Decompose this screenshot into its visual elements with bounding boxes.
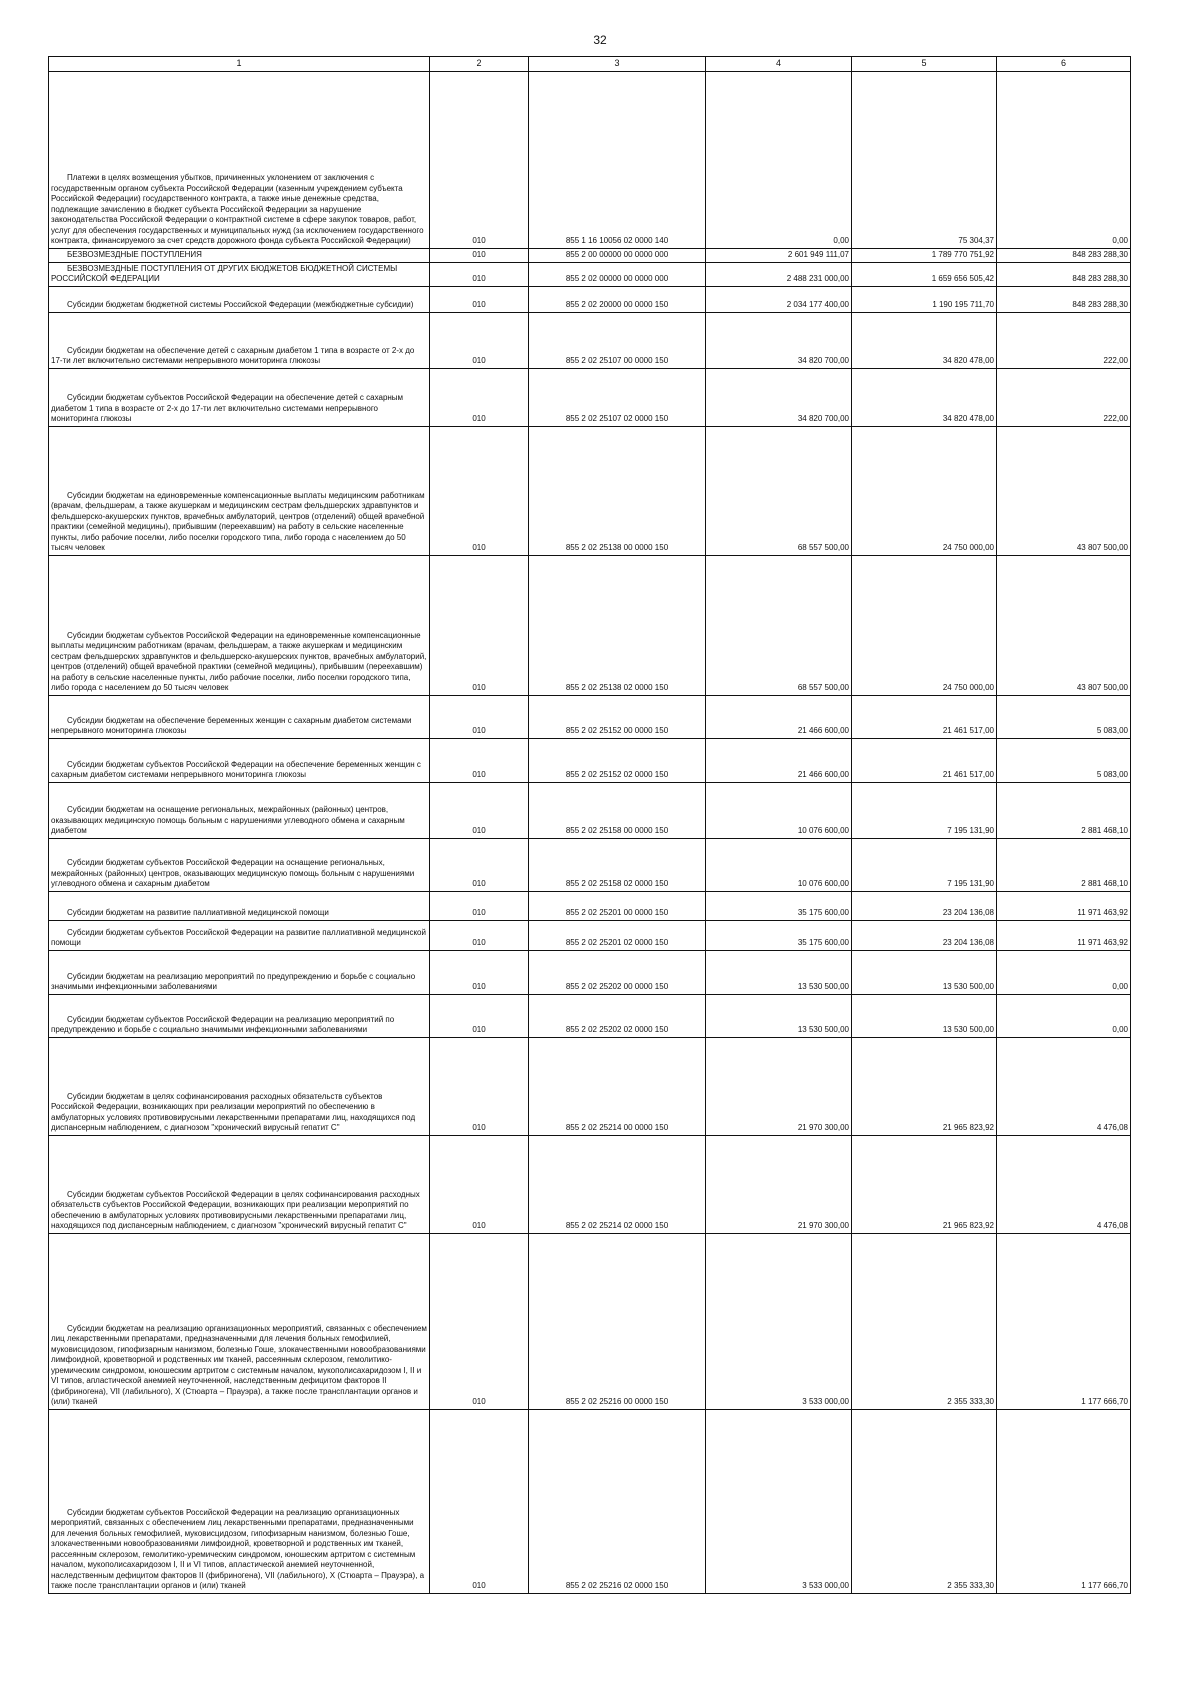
- table-row: [49, 1233, 1131, 1409]
- row-approved-amount: 2 601 949 111,07: [706, 248, 852, 262]
- row-executed-amount: 2 355 333,30: [852, 1409, 997, 1593]
- row-unexecuted-amount: 11 971 463,92: [997, 920, 1131, 950]
- row-unexecuted-amount: 11 971 463,92: [997, 891, 1131, 920]
- row-executed-amount: 1 659 656 505,42: [852, 262, 997, 286]
- row-budget-classification-code: 855 2 02 25158 00 0000 150: [529, 782, 706, 838]
- row-unexecuted-amount: 222,00: [997, 368, 1131, 426]
- column-header-4: 4: [706, 57, 852, 72]
- row-description: Субсидии бюджетам на реализацию организационных мероприятий, связанных с обеспечением лиц лекарственными препаратами, предназначенными для лечения больных гемофилией, муковисцидозом, гипофизарным нанизмом, болезнью Гоше, злокачественными новообразованиями лимфоидной, кроветворной и родственных им тканей, рассеянным склерозом, гемолитико-уремическим синдромом, юношеским артритом с системным началом, мукополисахаридозом I, II и VI типов, апластической анемией неуточненной, наследственным дефицитом факторов II (фибриногена), VII (лабильного), X (Стюарта – Прауэра), а также после трансплантации органов и (или) тканей: [49, 1233, 430, 1409]
- row-line-code: 010: [430, 426, 529, 555]
- row-description: Субсидии бюджетам на реализацию мероприятий по предупреждению и борьбе с социально значимыми инфекционными заболеваниями: [49, 950, 430, 994]
- column-header-3: 3: [529, 57, 706, 72]
- row-executed-amount: 2 355 333,30: [852, 1233, 997, 1409]
- row-description: Субсидии бюджетам субъектов Российской Федерации на единовременные компенсационные выплаты медицинским работникам (врачам, фельдшерам, а также акушеркам и медицинским сестрам фельдшерских здравпунктов и фельдшерско-акушерских пунктов, врачебных амбулаторий, центров (отделений) общей врачебной практики (семейной медицины), прибывшим (переехавшим) на работу в сельские населенные пункты, либо рабочие поселки, либо поселки городского типа, либо города с населением до 50 тысяч человек: [49, 555, 430, 695]
- table-row: [49, 994, 1131, 1037]
- row-unexecuted-amount: 848 283 288,30: [997, 248, 1131, 262]
- row-approved-amount: 21 466 600,00: [706, 738, 852, 782]
- row-executed-amount: 21 965 823,92: [852, 1037, 997, 1135]
- row-description: Платежи в целях возмещения убытков, причиненных уклонением от заключения с государственным органом субъекта Российской Федерации (казенным учреждением субъекта Российской Федерации) государственного контракта, а также иные денежные средства, подлежащие зачислению в бюджет субъекта Российской Федерации за нарушение законодательства Российской Федерации о контрактной системе в сфере закупок товаров, работ, услуг для обеспечения государственных и муниципальных нужд (за исключением государственного контракта, финансируемого за счет средств дорожного фонда субъекта Российской Федерации): [49, 71, 430, 248]
- row-approved-amount: 21 466 600,00: [706, 695, 852, 738]
- row-line-code: 010: [430, 695, 529, 738]
- row-executed-amount: 1 789 770 751,92: [852, 248, 997, 262]
- row-approved-amount: 68 557 500,00: [706, 426, 852, 555]
- column-header-6: 6: [997, 57, 1131, 72]
- row-unexecuted-amount: 4 476,08: [997, 1037, 1131, 1135]
- column-header-5: 5: [852, 57, 997, 72]
- row-unexecuted-amount: 848 283 288,30: [997, 286, 1131, 312]
- row-budget-classification-code: 855 2 02 25158 02 0000 150: [529, 838, 706, 891]
- row-line-code: 010: [430, 950, 529, 994]
- row-unexecuted-amount: 848 283 288,30: [997, 262, 1131, 286]
- row-unexecuted-amount: 0,00: [997, 950, 1131, 994]
- row-executed-amount: 13 530 500,00: [852, 994, 997, 1037]
- row-line-code: 010: [430, 368, 529, 426]
- row-executed-amount: 23 204 136,08: [852, 920, 997, 950]
- row-description: Субсидии бюджетам субъектов Российской Федерации на реализацию мероприятий по предупреждению и борьбе с социально значимыми инфекционными заболеваниями: [49, 994, 430, 1037]
- row-executed-amount: 75 304,37: [852, 71, 997, 248]
- row-unexecuted-amount: 4 476,08: [997, 1135, 1131, 1233]
- table-row: [49, 1037, 1131, 1135]
- row-unexecuted-amount: 0,00: [997, 994, 1131, 1037]
- row-approved-amount: 10 076 600,00: [706, 782, 852, 838]
- row-unexecuted-amount: 1 177 666,70: [997, 1409, 1131, 1593]
- row-line-code: 010: [430, 1135, 529, 1233]
- row-unexecuted-amount: 1 177 666,70: [997, 1233, 1131, 1409]
- row-budget-classification-code: 855 2 02 25202 02 0000 150: [529, 994, 706, 1037]
- row-line-code: 010: [430, 262, 529, 286]
- row-budget-classification-code: 855 2 00 00000 00 0000 000: [529, 248, 706, 262]
- row-budget-classification-code: 855 2 02 25216 00 0000 150: [529, 1233, 706, 1409]
- page-number: 32: [593, 33, 607, 47]
- row-approved-amount: 10 076 600,00: [706, 838, 852, 891]
- row-line-code: 010: [430, 782, 529, 838]
- row-description: Субсидии бюджетам субъектов Российской Федерации на оснащение региональных, межрайонных (районных) центров, оказывающих медицинскую помощь больным с нарушениями углеводного обмена и сахарным диабетом: [49, 838, 430, 891]
- row-approved-amount: 2 488 231 000,00: [706, 262, 852, 286]
- row-budget-classification-code: 855 2 02 25152 02 0000 150: [529, 738, 706, 782]
- row-approved-amount: 34 820 700,00: [706, 312, 852, 368]
- row-budget-classification-code: 855 2 02 25107 00 0000 150: [529, 312, 706, 368]
- row-approved-amount: 35 175 600,00: [706, 920, 852, 950]
- row-executed-amount: 24 750 000,00: [852, 555, 997, 695]
- table-row: [49, 950, 1131, 994]
- row-approved-amount: 35 175 600,00: [706, 891, 852, 920]
- row-line-code: 010: [430, 1037, 529, 1135]
- row-line-code: 010: [430, 71, 529, 248]
- row-description: Субсидии бюджетам субъектов Российской Федерации на обеспечение детей с сахарным диабетом 1 типа в возрасте от 2-х до 17-ти лет включительно системами непрерывного мониторинга глюкозы: [49, 368, 430, 426]
- row-approved-amount: 34 820 700,00: [706, 368, 852, 426]
- column-header-2: 2: [430, 57, 529, 72]
- row-budget-classification-code: 855 2 02 25201 02 0000 150: [529, 920, 706, 950]
- row-executed-amount: 1 190 195 711,70: [852, 286, 997, 312]
- row-budget-classification-code: 855 2 02 25214 00 0000 150: [529, 1037, 706, 1135]
- table-row: [49, 262, 1131, 286]
- row-line-code: 010: [430, 1233, 529, 1409]
- row-description: Субсидии бюджетам субъектов Российской Федерации на реализацию организационных мероприятий, связанных с обеспечением лиц лекарственными препаратами, предназначенными для лечения больных гемофилией, муковисцидозом, гипофизарным нанизмом, болезнью Гоше, злокачественными новообразованиями лимфоидной, кроветворной и родственных им тканей, рассеянным склерозом, гемолитико-уремическим синдромом, юношеским артритом с системным началом, мукополисахаридозом I, II и VI типов, апластической анемией неуточненной, наследственным дефицитом факторов II (фибриногена), VII (лабильного), X (Стюарта – Прауэра), а также после трансплантации органов и (или) тканей: [49, 1409, 430, 1593]
- table-body: [49, 71, 1131, 1593]
- row-budget-classification-code: 855 2 02 00000 00 0000 000: [529, 262, 706, 286]
- table-row: [49, 71, 1131, 248]
- row-approved-amount: 13 530 500,00: [706, 950, 852, 994]
- column-number-header-row: [49, 57, 1131, 72]
- row-budget-classification-code: 855 2 02 25138 00 0000 150: [529, 426, 706, 555]
- row-approved-amount: 13 530 500,00: [706, 994, 852, 1037]
- row-unexecuted-amount: 43 807 500,00: [997, 426, 1131, 555]
- table-row: [49, 426, 1131, 555]
- table-row: [49, 1409, 1131, 1593]
- row-budget-classification-code: 855 1 16 10056 02 0000 140: [529, 71, 706, 248]
- table-row: [49, 286, 1131, 312]
- row-executed-amount: 34 820 478,00: [852, 368, 997, 426]
- budget-report-table: [48, 56, 1131, 1594]
- row-budget-classification-code: 855 2 02 25107 02 0000 150: [529, 368, 706, 426]
- row-executed-amount: 21 461 517,00: [852, 695, 997, 738]
- row-unexecuted-amount: 43 807 500,00: [997, 555, 1131, 695]
- row-line-code: 010: [430, 994, 529, 1037]
- row-unexecuted-amount: 5 083,00: [997, 738, 1131, 782]
- row-description: Субсидии бюджетам на обеспечение детей с сахарным диабетом 1 типа в возрасте от 2-х до 17-ти лет включительно системами непрерывного мониторинга глюкозы: [49, 312, 430, 368]
- row-unexecuted-amount: 222,00: [997, 312, 1131, 368]
- row-line-code: 010: [430, 920, 529, 950]
- row-executed-amount: 34 820 478,00: [852, 312, 997, 368]
- row-executed-amount: 21 965 823,92: [852, 1135, 997, 1233]
- row-description: Субсидии бюджетам субъектов Российской Федерации в целях софинансирования расходных обязательств субъектов Российской Федерации, возникающих при реализации мероприятий по обеспечению в амбулаторных условиях противовирусными лекарственными препаратами лиц, находящихся под диспансерным наблюдением, с диагнозом "хронический вирусный гепатит С": [49, 1135, 430, 1233]
- row-executed-amount: 13 530 500,00: [852, 950, 997, 994]
- row-approved-amount: 3 533 000,00: [706, 1409, 852, 1593]
- row-approved-amount: 3 533 000,00: [706, 1233, 852, 1409]
- table-row: [49, 891, 1131, 920]
- table-row: [49, 838, 1131, 891]
- table-row: [49, 695, 1131, 738]
- row-line-code: 010: [430, 555, 529, 695]
- row-budget-classification-code: 855 2 02 25216 02 0000 150: [529, 1409, 706, 1593]
- row-line-code: 010: [430, 1409, 529, 1593]
- row-budget-classification-code: 855 2 02 25214 02 0000 150: [529, 1135, 706, 1233]
- row-unexecuted-amount: 5 083,00: [997, 695, 1131, 738]
- row-description: БЕЗВОЗМЕЗДНЫЕ ПОСТУПЛЕНИЯ ОТ ДРУГИХ БЮДЖЕТОВ БЮДЖЕТНОЙ СИСТЕМЫ РОССИЙСКОЙ ФЕДЕРАЦИИ: [49, 262, 430, 286]
- table-row: [49, 920, 1131, 950]
- table-row: [49, 1135, 1131, 1233]
- row-unexecuted-amount: 2 881 468,10: [997, 782, 1131, 838]
- row-approved-amount: 68 557 500,00: [706, 555, 852, 695]
- row-line-code: 010: [430, 286, 529, 312]
- row-budget-classification-code: 855 2 02 25201 00 0000 150: [529, 891, 706, 920]
- row-line-code: 010: [430, 838, 529, 891]
- row-executed-amount: 24 750 000,00: [852, 426, 997, 555]
- row-approved-amount: 21 970 300,00: [706, 1037, 852, 1135]
- row-unexecuted-amount: 2 881 468,10: [997, 838, 1131, 891]
- table-row: [49, 782, 1131, 838]
- row-description: Субсидии бюджетам на единовременные компенсационные выплаты медицинским работникам (врачам, фельдшерам, а также акушеркам и медицинским сестрам фельдшерских здравпунктов и фельдшерско-акушерских пунктов, врачебных амбулаторий, центров (отделений) общей врачебной практики (семейной медицины), прибывшим (переехавшим) на работу в сельские населенные пункты, либо рабочие поселки, либо поселки городского типа, либо города с населением до 50 тысяч человек: [49, 426, 430, 555]
- row-executed-amount: 23 204 136,08: [852, 891, 997, 920]
- row-description: БЕЗВОЗМЕЗДНЫЕ ПОСТУПЛЕНИЯ: [49, 248, 430, 262]
- row-unexecuted-amount: 0,00: [997, 71, 1131, 248]
- row-budget-classification-code: 855 2 02 25152 00 0000 150: [529, 695, 706, 738]
- row-description: Субсидии бюджетам на оснащение региональных, межрайонных (районных) центров, оказывающих медицинскую помощь больным с нарушениями углеводного обмена и сахарным диабетом: [49, 782, 430, 838]
- table-row: [49, 248, 1131, 262]
- row-approved-amount: 21 970 300,00: [706, 1135, 852, 1233]
- row-description: Субсидии бюджетам субъектов Российской Федерации на развитие паллиативной медицинской помощи: [49, 920, 430, 950]
- table-row: [49, 312, 1131, 368]
- row-approved-amount: 0,00: [706, 71, 852, 248]
- row-line-code: 010: [430, 738, 529, 782]
- row-description: Субсидии бюджетам субъектов Российской Федерации на обеспечение беременных женщин с сахарным диабетом системами непрерывного мониторинга глюкозы: [49, 738, 430, 782]
- column-header-1: 1: [49, 57, 430, 72]
- table-row: [49, 555, 1131, 695]
- row-budget-classification-code: 855 2 02 25138 02 0000 150: [529, 555, 706, 695]
- row-description: Субсидии бюджетам на обеспечение беременных женщин с сахарным диабетом системами непрерывного мониторинга глюкозы: [49, 695, 430, 738]
- row-line-code: 010: [430, 248, 529, 262]
- row-budget-classification-code: 855 2 02 20000 00 0000 150: [529, 286, 706, 312]
- row-executed-amount: 7 195 131,90: [852, 838, 997, 891]
- row-description: Субсидии бюджетам бюджетной системы Российской Федерации (межбюджетные субсидии): [49, 286, 430, 312]
- row-line-code: 010: [430, 312, 529, 368]
- row-budget-classification-code: 855 2 02 25202 00 0000 150: [529, 950, 706, 994]
- row-executed-amount: 21 461 517,00: [852, 738, 997, 782]
- row-description: Субсидии бюджетам на развитие паллиативной медицинской помощи: [49, 891, 430, 920]
- table-row: [49, 738, 1131, 782]
- row-line-code: 010: [430, 891, 529, 920]
- row-approved-amount: 2 034 177 400,00: [706, 286, 852, 312]
- row-executed-amount: 7 195 131,90: [852, 782, 997, 838]
- table-row: [49, 368, 1131, 426]
- row-description: Субсидии бюджетам в целях софинансирования расходных обязательств субъектов Российской Федерации, возникающих при реализации мероприятий по обеспечению в амбулаторных условиях противовирусными лекарственными препаратами лиц, находящихся под диспансерным наблюдением, с диагнозом "хронический вирусный гепатит С": [49, 1037, 430, 1135]
